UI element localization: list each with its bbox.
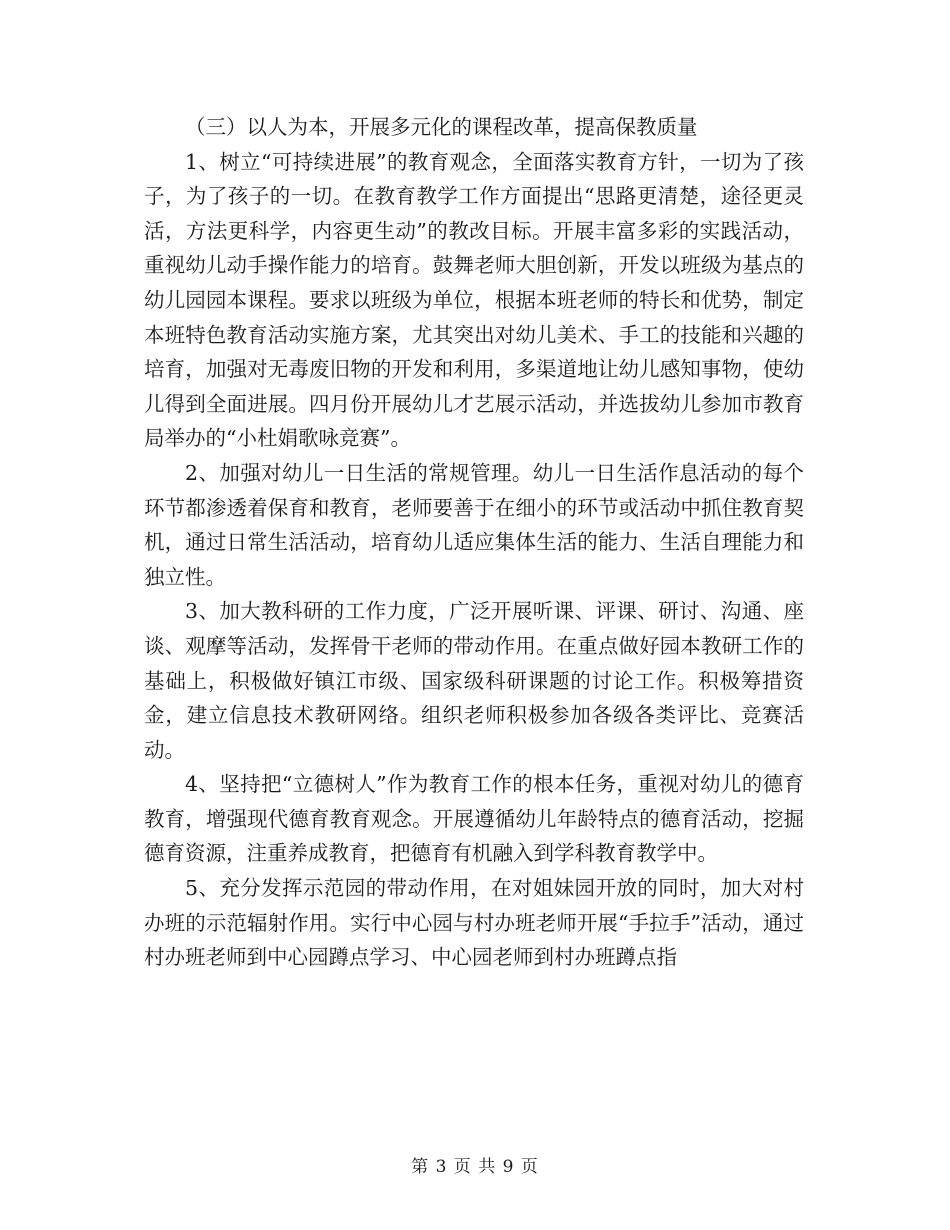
paragraph-2: 2、加强对幼儿一日生活的常规管理。幼儿一日生活作息活动的每个环节都渗透着保育和教育，老师要善于在细小的环节或活动中抓住教育契机，通过日常生活活动，培育幼儿适应集体生活的能力、生活自理能力和独立性。 xyxy=(144,460,804,589)
paragraph-5: 5、充分发挥示范园的带动作用，在对姐妹园开放的同时，加大对村办班的示范辐射作用。实行中心园与村办班老师开展“手拉手”活动，通过村办班老师到中心园蹲点学习、中心园老师到村办班蹲点指 xyxy=(144,876,804,970)
paragraph-1: 1、树立“可持续进展”的教育观念，全面落实教育方针，一切为了孩子，为了孩子的一切。在教育教学工作方面提出“思路更清楚，途径更灵活，方法更科学，内容更生动”的教改目标。开展丰富多彩的实践活动，重视幼儿动手操作能力的培育。鼓舞老师大胆创新，开发以班级为基点的幼儿园园本课程。要求以班级为单位，根据本班老师的特长和优势，制定本班特色教育活动实施方案，尤其突出对幼儿美术、手工的技能和兴趣的培育，加强对无毒废旧物的开发和利用，多渠道地让幼儿感知事物，使幼儿得到全面进展。四月份开展幼儿才艺展示活动，并选拔幼儿参加市教育局举办的“小杜娟歌咏竞赛”。 xyxy=(144,149,804,451)
paragraph-3: 3、加大教科研的工作力度，广泛开展听课、评课、研讨、沟通、座谈、观摩等活动，发挥骨干老师的带动作用。在重点做好园本教研工作的基础上，积极做好镇江市级、国家级科研课题的讨论工作。积极筹措资金，建立信息技术教研网络。组织老师积极参加各级各类评比、竞赛活动。 xyxy=(144,599,804,762)
section-heading: （三）以人为本，开展多元化的课程改革，提高保教质量 xyxy=(185,115,698,139)
paragraph-4: 4、坚持把“立德树人”作为教育工作的根本任务，重视对幼儿的德育教育，增强现代德育教育观念。开展遵循幼儿年龄特点的德育活动，挖掘德育资源，注重养成教育，把德育有机融入到学科教育教学中。 xyxy=(144,772,804,866)
page-number-footer: 第 3 页 共 9 页 xyxy=(411,1157,539,1177)
document-body xyxy=(144,110,804,975)
